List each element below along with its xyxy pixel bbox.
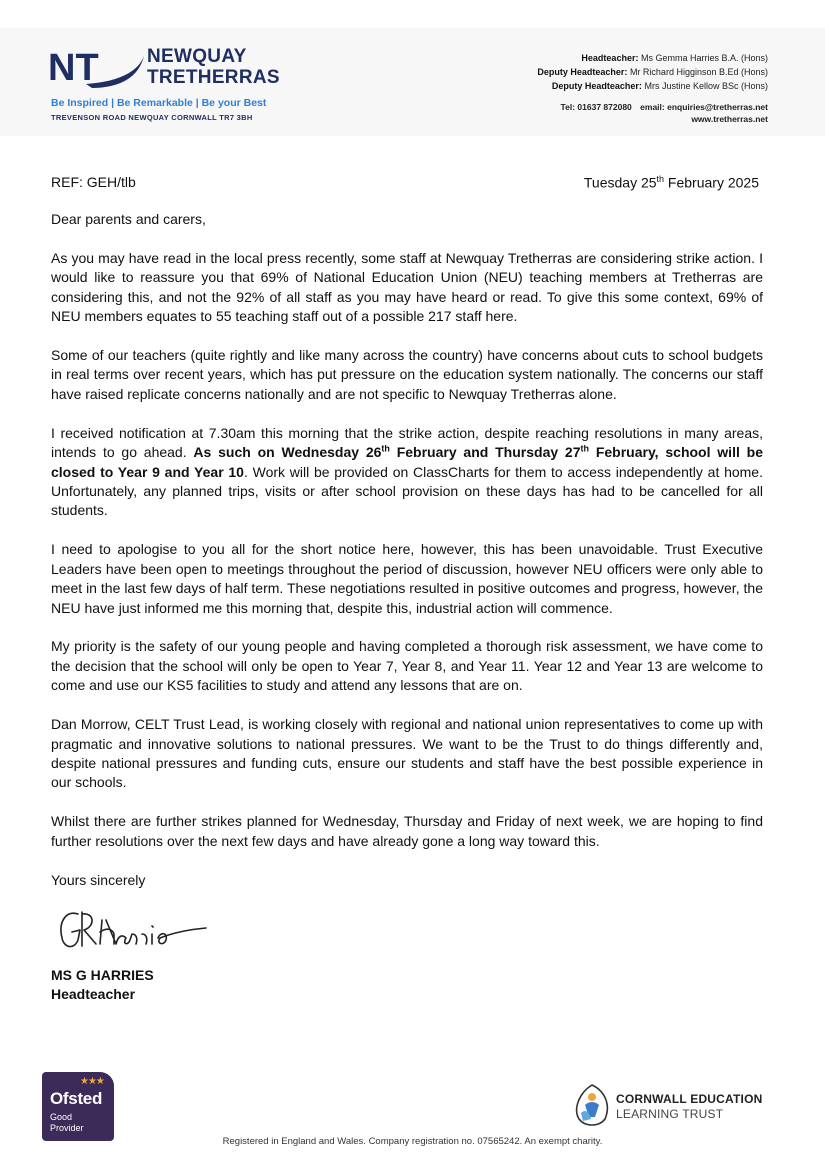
school-logo-mark — [46, 44, 146, 92]
staff-list — [537, 51, 768, 93]
ofsted-word: Ofsted — [50, 1089, 103, 1108]
closure-notice: As such on Wednesday 26th February and Thursday 27th February, school will be closed to Year 9 and Year 10 — [51, 443, 763, 480]
paragraph-1: As you may have read in the local press recently, some staff at Newquay Tretherras are considering strike action. I would like to reassure you that 69% of National Education Union (NEU) teaching members at Tretherras are considering this, and not the 92% of all staff as you may have heard or read. To give this some context, 69% of NEU members equates to 55 teaching staff out of a possible 217 staff here. — [51, 249, 763, 325]
trust-name-line2: LEARNING TRUST — [616, 1107, 724, 1121]
signer-title: Headteacher — [51, 986, 136, 1002]
paragraph-4: I need to apologise to you all for the short notice here, however, this has been unavoidable. Trust Executive Leaders have been open to meetings throughout the period of discussion, however NEU officers were only able to meet in the last few days of half term. These negotiations resulted in positive outcomes and progress, however, the NEU have just informed me this morning that, despite this, industrial action will commence. — [51, 541, 763, 616]
star-icon: ★★★ — [80, 1076, 104, 1087]
ofsted-grade-2: Provider — [50, 1123, 84, 1133]
ofsted-badge — [42, 1072, 114, 1141]
tel-label: Tel: — [560, 102, 576, 112]
email-label: email: — [640, 102, 665, 112]
school-name-line1: NEWQUAY — [147, 46, 247, 67]
telephone: 01637 872080 — [577, 102, 632, 112]
ofsted-grade: Good — [50, 1112, 73, 1122]
paragraph-6: Dan Morrow, CELT Trust Lead, is working closely with regional and national union representatives to come up with pragmatic and innovative solutions to national pressures. We want to be the Trust to do things differently and, despite national pressures and funding cuts, ensure our students and staff have the best possible experience in our schools. — [51, 716, 763, 791]
contact-details — [561, 101, 768, 125]
school-name-line2: TRETHERRAS — [147, 67, 280, 88]
paragraph-7: Whilst there are further strikes planned for Wednesday, Thursday and Friday of next week, we are hoping to find further resolutions over the next few days and have already gone a long way toward this. — [51, 813, 763, 849]
registration-line: Registered in England and Wales. Company registration no. 07565242. An exempt charity. — [222, 1136, 603, 1147]
website-link[interactable]: www.tretherras.net — [691, 114, 768, 124]
staff-row: Headteacher: Ms Gemma Harries B.A. (Hons) — [581, 53, 768, 63]
school-address: TREVENSON ROAD NEWQUAY CORNWALL TR7 3BH — [51, 113, 253, 122]
paragraph-5: My priority is the safety of our young people and having completed a thorough risk assessment, we have come to the decision that the school will only be open to Year 7, Year 8, and Year 11. Year 12 and Year 13 are welcome to come and use our KS5 facilities to study and attend any lessons that are on. — [51, 638, 763, 694]
trust-name-line1: CORNWALL EDUCATION — [616, 1092, 763, 1106]
handwritten-signature — [56, 900, 216, 960]
celt-logo-icon — [571, 1083, 613, 1129]
letter-body — [51, 210, 763, 909]
paragraph-3: I received notification at 7.30am this morning that the strike action, despite reaching resolutions in many areas, intends to go ahead. As such on Wednesday 26th February and Thursday 27th February, school will be closed to Year 9 and Year 10. Work will be provided on ClassCharts for them to access independently at home. Unfortunately, any planned trips, visits or after school provision on these days has had to be cancelled for all students. — [51, 424, 763, 519]
staff-row: Deputy Headteacher: Mr Richard Higginson B.Ed (Hons) — [537, 67, 768, 77]
signer-name: MS G HARRIES — [51, 967, 154, 983]
salutation: Dear parents and carers, — [51, 211, 206, 227]
reference: REF: GEH/tlb — [51, 174, 136, 190]
school-name — [147, 46, 280, 88]
school-tagline: Be Inspired | Be Remarkable | Be your Best — [51, 97, 267, 109]
email-link[interactable]: enquiries@tretherras.net — [667, 102, 768, 112]
letter-date: Tuesday 25th February 2025 — [583, 174, 759, 191]
closing: Yours sincerely — [51, 871, 146, 888]
paragraph-2: Some of our teachers (quite rightly and like many across the country) have concerns about cuts to school budgets in real terms over recent years, which has put pressure on the education system nationally. The concerns our staff have raised replicate concerns nationally and are not specific to Newquay Tretherras alone. — [51, 347, 763, 402]
signer-block — [51, 966, 154, 1004]
staff-row: Deputy Headteacher: Mrs Justine Kellow BSc (Hons) — [551, 81, 768, 91]
logo-initials: NT — [48, 47, 99, 89]
